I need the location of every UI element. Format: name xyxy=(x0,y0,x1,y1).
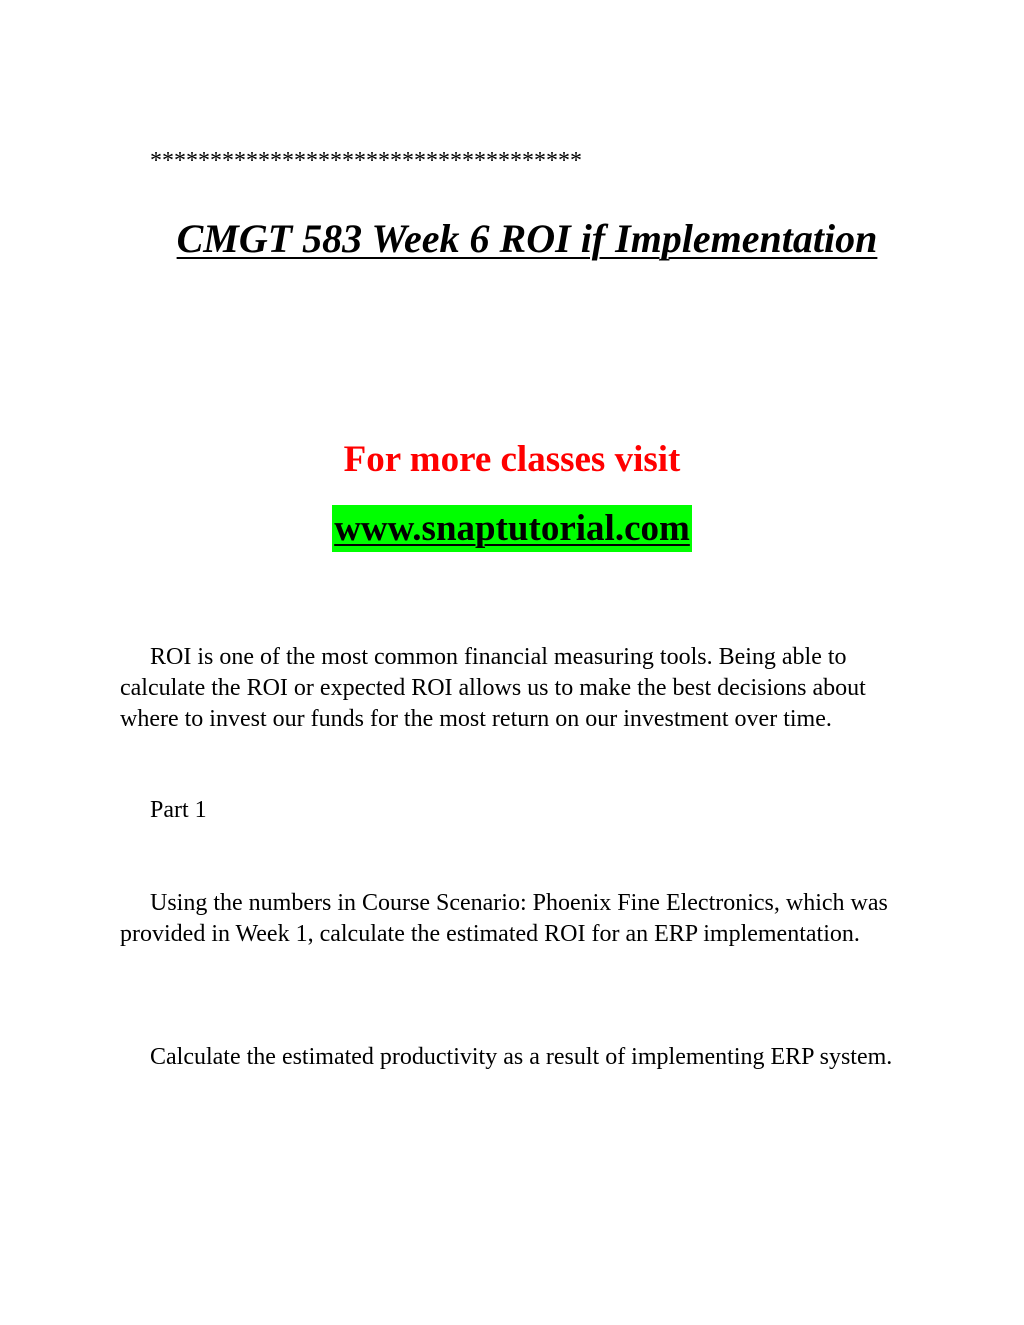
paragraph-productivity: Calculate the estimated productivity as a result of implementing ERP system. xyxy=(150,1044,893,1070)
paragraph-roi-intro: ROI is one of the most common financial measuring tools. Being able to calculate the ROI or expected ROI allows us to make the best decisions about where to invest our funds for the most return on our investment over time. xyxy=(120,644,866,732)
promo-text: For more classes visit xyxy=(343,439,681,480)
paragraph-using-numbers: Using the numbers in Course Scenario: Phoenix Fine Electronics, which was provided in Week 1, calculate the estimated ROI for an ERP implementation. xyxy=(120,890,888,947)
snaptutorial-link[interactable]: www.snaptutorial.com xyxy=(332,505,692,552)
separator-line: ************************************ xyxy=(150,148,582,174)
promo-link-container xyxy=(0,505,1024,552)
paragraph-part-1: Part 1 xyxy=(150,797,207,823)
page-title: CMGT 583 Week 6 ROI if Implementation xyxy=(176,216,878,261)
